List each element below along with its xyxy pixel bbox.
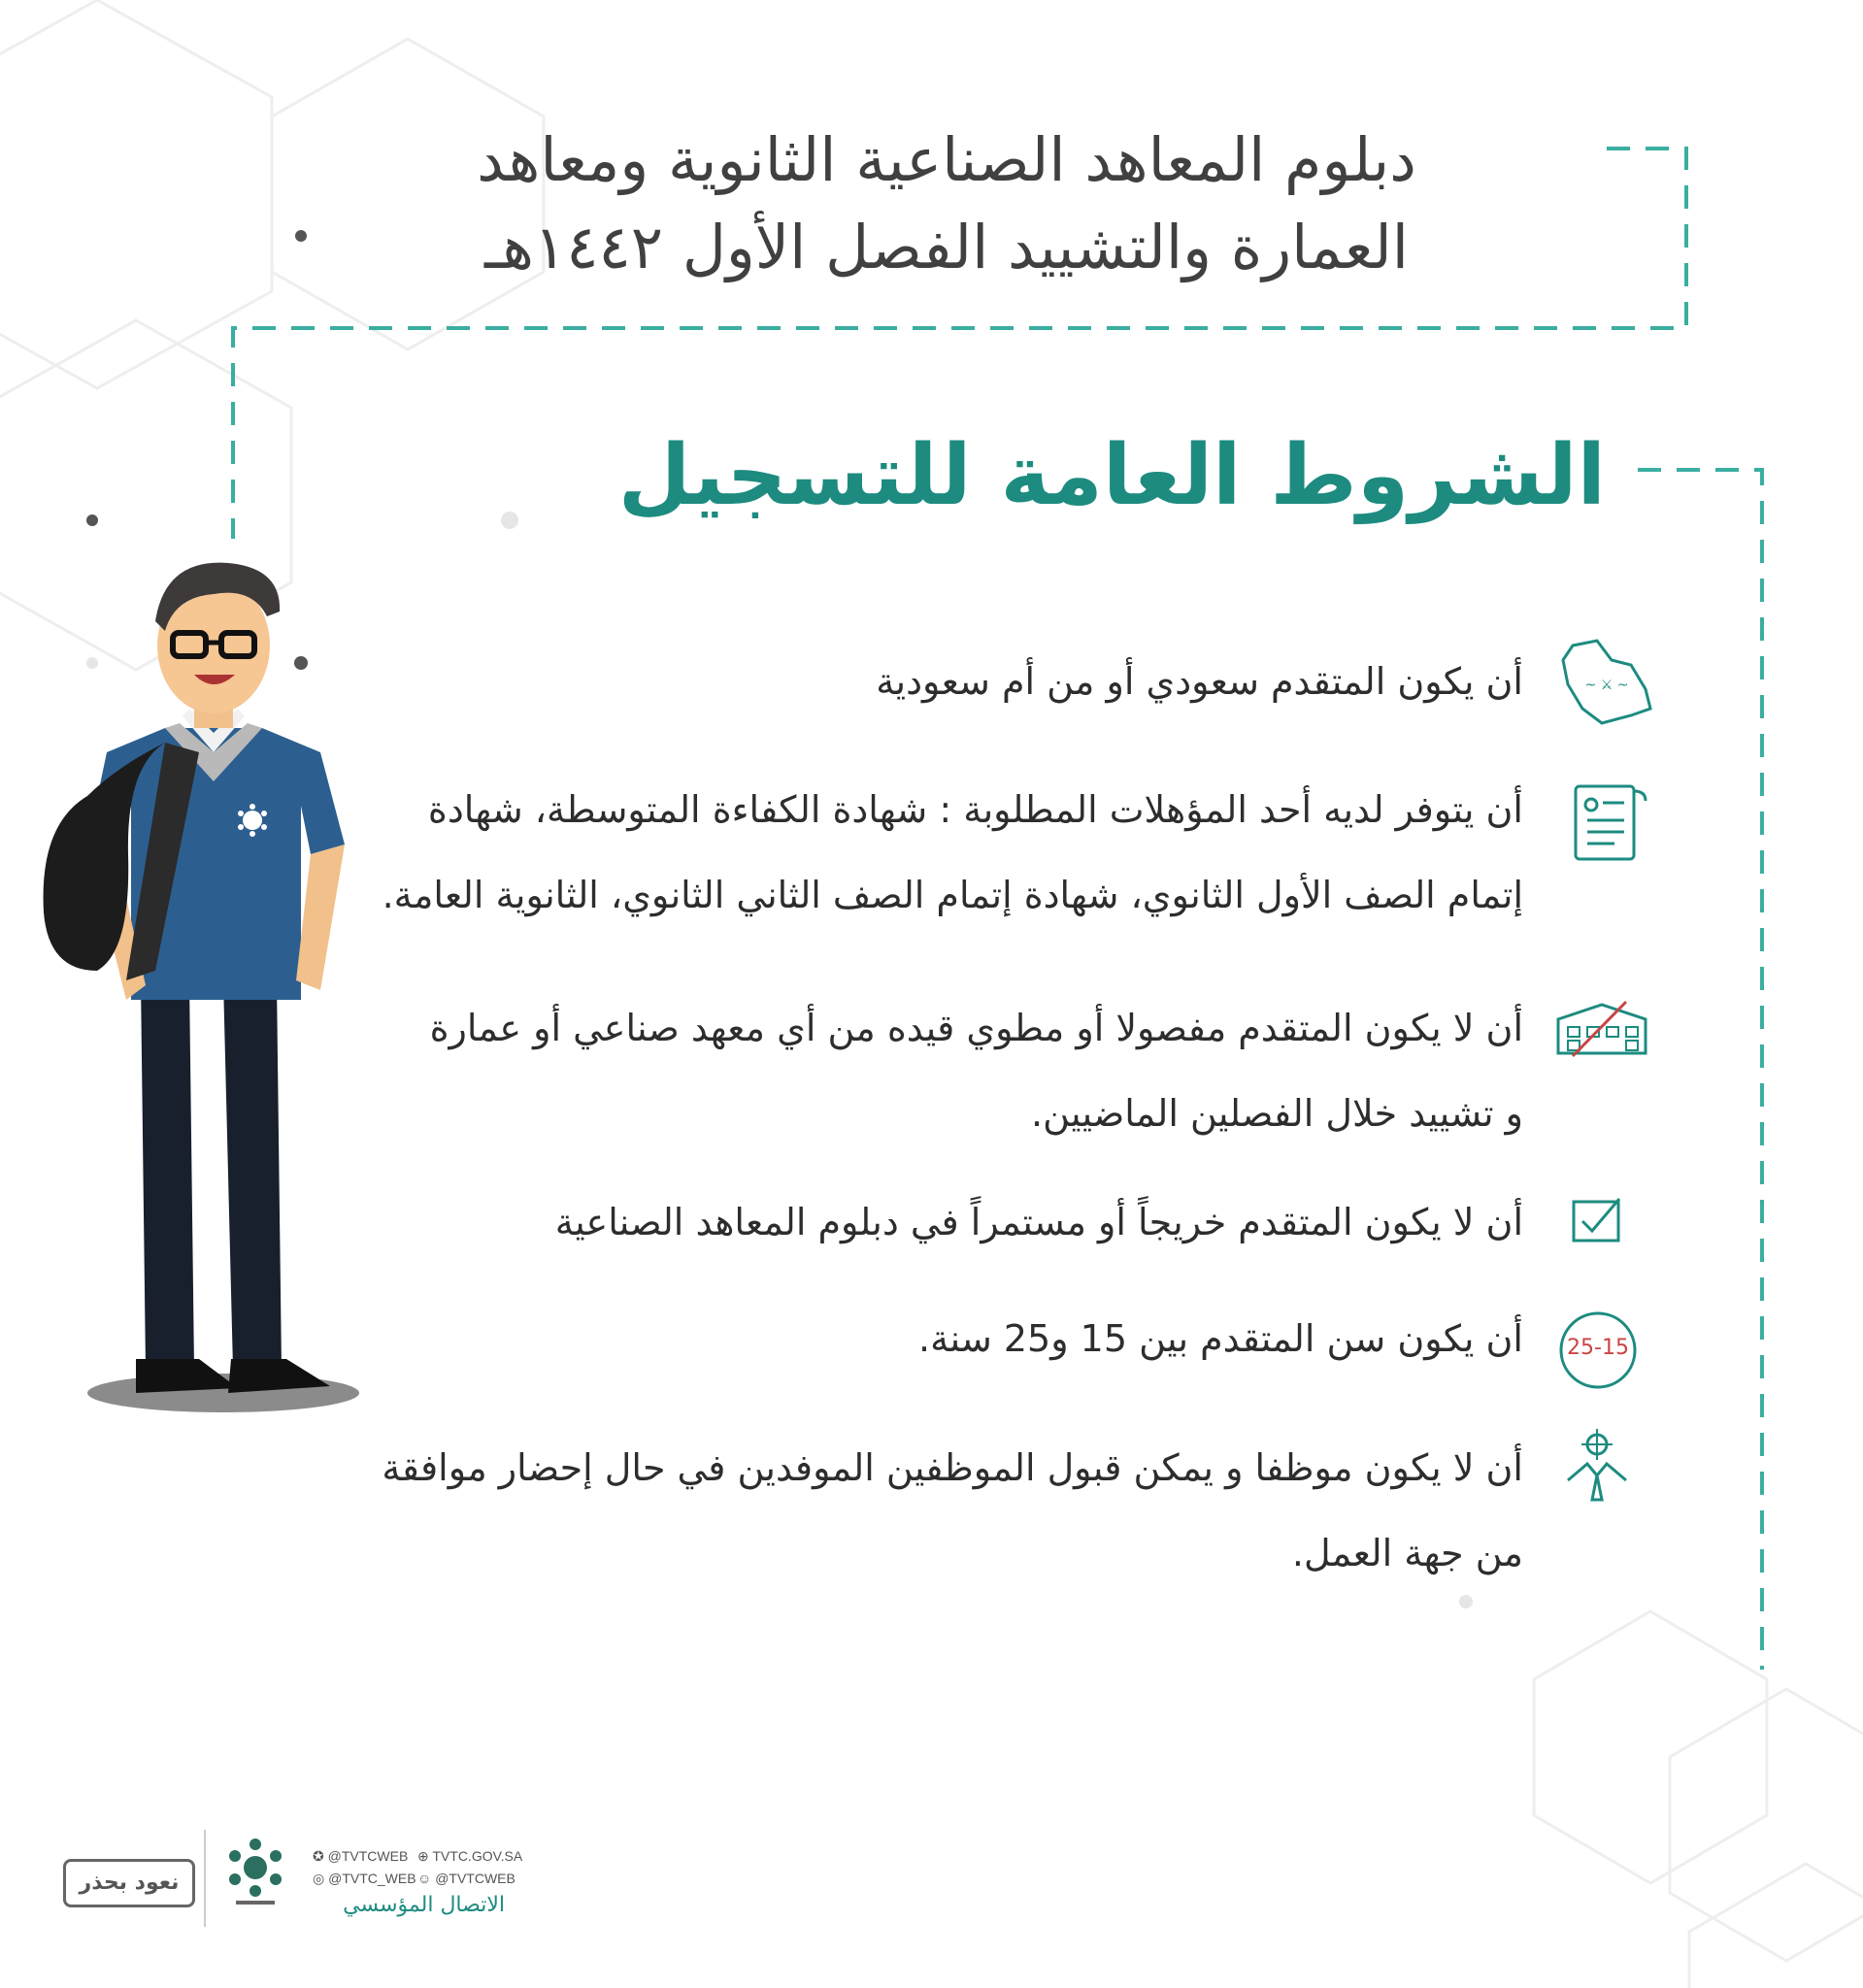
condition-4-line-1: أن لا يكون المتقدم خريجاً أو مستمراً في دبلوم المعاهد الصناعية <box>554 1201 1523 1243</box>
department-label: الاتصال المؤسسي <box>343 1893 505 1917</box>
condition-6-line-1: أن لا يكون موظفا و يمكن قبول الموظفين الموفدين في حال إحضار موافقة <box>382 1446 1523 1489</box>
title-line-2: العمارة والتشييد الفصل الأول ١٤٤٢هـ <box>484 212 1409 282</box>
social-instagram[interactable]: ◎ @TVTC_WEB <box>313 1871 416 1886</box>
slogan-badge: نعود بحذر <box>63 1859 195 1907</box>
building-crossed-icon <box>1553 1000 1650 1058</box>
condition-1 <box>310 639 1523 724</box>
condition-4 <box>310 1179 1523 1265</box>
condition-6-line-2: من جهة العمل. <box>1291 1532 1523 1574</box>
condition-6 <box>310 1425 1523 1596</box>
condition-3 <box>310 985 1523 1156</box>
saudi-map-icon <box>1553 636 1660 728</box>
condition-3-line-2: و تشييد خلال الفصلين الماضيين. <box>1031 1092 1523 1135</box>
social-twitter[interactable]: ✪ @TVTCWEB <box>313 1848 409 1864</box>
footer-divider <box>204 1830 206 1927</box>
condition-2-line-1: أن يتوفر لديه أحد المؤهلات المطلوبة : شهادة الكفاءة المتوسطة، شهادة <box>427 788 1523 831</box>
condition-5-line-1: أن يكون سن المتقدم بين 15 و25 سنة. <box>918 1317 1523 1360</box>
age-badge-text: 25-15 <box>1567 1336 1629 1360</box>
condition-5 <box>310 1296 1523 1381</box>
title-line-1: دبلوم المعاهد الصناعية الثانوية ومعاهد <box>477 124 1416 195</box>
section-heading: الشروط العامة للتسجيل <box>617 427 1606 524</box>
svg-text:~ ⚔ ~: ~ ⚔ ~ <box>1584 678 1629 693</box>
checkbox-icon <box>1571 1194 1629 1244</box>
certificate-icon <box>1568 781 1650 864</box>
age-badge-icon <box>1558 1310 1638 1390</box>
condition-2 <box>310 767 1523 938</box>
tvtc-logo-icon <box>221 1833 289 1910</box>
employee-target-icon <box>1558 1427 1636 1505</box>
social-website[interactable]: ⊕ TVTC.GOV.SA <box>417 1848 523 1864</box>
page-title <box>340 116 1553 291</box>
condition-3-line-1: أن لا يكون المتقدم مفصولا أو مطوي قيده من أي معهد صناعي أو عمارة <box>429 1007 1523 1049</box>
condition-1-line-1: أن يكون المتقدم سعودي أو من أم سعودية <box>876 660 1523 703</box>
condition-2-line-2: إتمام الصف الأول الثانوي، شهادة إتمام الصف الثاني الثانوي، الثانوية العامة. <box>382 874 1523 916</box>
social-snapchat[interactable]: ☺ @TVTCWEB <box>417 1871 516 1886</box>
